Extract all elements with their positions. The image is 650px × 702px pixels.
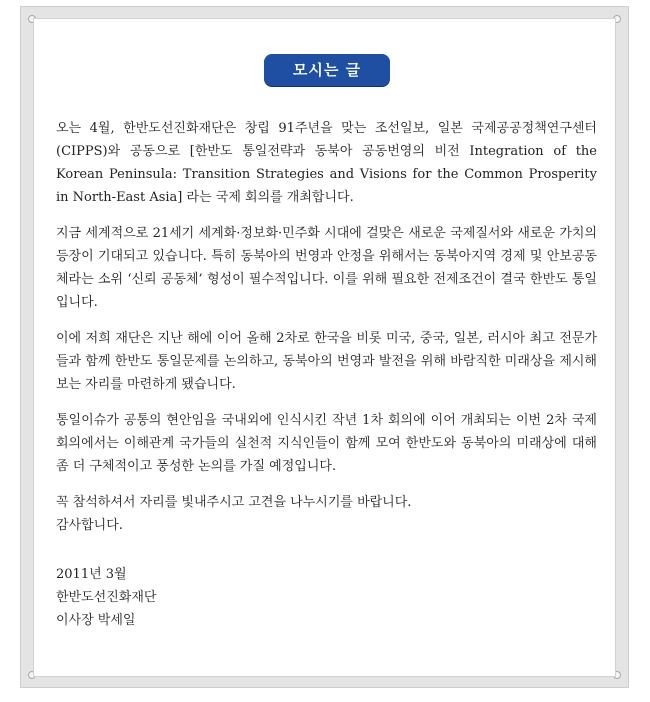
signature-block [56, 563, 597, 632]
signature-date: 2011년 3월 [56, 567, 127, 582]
paragraph: 오는 4월, 한반도선진화재단은 창립 91주년을 맞는 조선일보, 일본 국제공공정책연구센터(CIPPS)와 공동으로 [한반도 통일전략과 동북아 공동번영의 비전 Integration of the Korean Peninsula: Transition Strategies and Visions for the Common Prosperity in North-East Asia] 라는 국제 회의를 개최합니다. [56, 121, 597, 205]
paragraph: 이에 저희 재단은 지난 해에 이어 올해 2차로 한국을 비롯 미국, 중국, 일본, 러시아 최고 전문가들과 함께 한반도 통일문제를 논의하고, 동북아의 번영과 발전을 위해 바람직한 미래상을 제시해보는 자리를 마련하게 됐습니다. [56, 331, 597, 392]
signature-person: 이사장 박세일 [56, 613, 136, 628]
page-title: 모시는 글 [264, 54, 390, 86]
closing-remarks [56, 491, 597, 537]
signature-org: 한반도선진화재단 [56, 590, 157, 605]
closing-line: 감사합니다. [56, 518, 123, 533]
paragraph: 지금 세계적으로 21세기 세계화·정보화·민주화 시대에 걸맞은 새로운 국제질서와 새로운 가치의 등장이 기대되고 있습니다. 특히 동북아의 번영과 안정을 위해서는 동북아지역 경제 및 안보공동체라는 소위 ‘신뢰 공동체’ 형성이 필수적입니다. 이를 위해 필요한 전제조건이 결국 한반도 통일입니다. [56, 226, 597, 310]
letter-body [56, 117, 597, 632]
closing-line: 꼭 참석하셔서 자리를 빛내주시고 고견을 나누시기를 바랍니다. [56, 495, 412, 510]
paragraph: 통일이슈가 공통의 현안임을 국내외에 인식시킨 작년 1차 회의에 이어 개최되는 이번 2차 국제회의에서는 이해관계 국가들의 실천적 지식인들이 함께 모여 한반도와 동북아의 미래상에 대해 좀 더 구체적이고 풍성한 논의를 가질 예정입니다. [56, 413, 597, 474]
